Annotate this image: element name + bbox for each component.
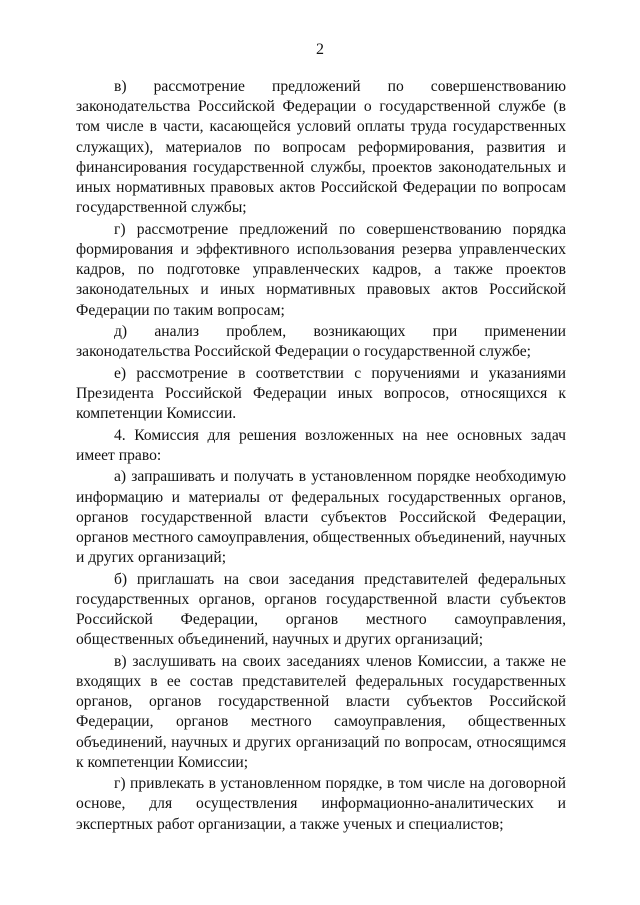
paragraph-g-engage-organizations: г) привлекать в установленном порядке, в том числе на договорной основе, для осуществления информационно-аналитических и экспертных работ организации, а также ученых и специалистов; [76,775,566,833]
paragraph-v-hear-members: в) заслушивать на своих заседаниях членов Комиссии, а также не входящих в ее состав представителей федеральных государственных органов, органов государственной власти субъектов Российской Федерации, органов местного самоуправления, общественных объединений, научных и других организаций по вопросам, относящимся к компетенции Комиссии; [76,652,566,771]
paragraph-d-analysis: д) анализ проблем, возникающих при применении законодательства Российской Федерации о государственной службе; [76,323,566,361]
paragraph-g-review-reserve: г) рассмотрение предложений по совершенствованию порядка формирования и эффективного использования резерва управленческих кадров, по подготовке управленческих кадров, а также проектов законодательных и иных нормативных правовых актов Российской Федерации по таким вопросам; [76,220,566,319]
paragraph-a-request-information: а) запрашивать и получать в установленном порядке необходимую информацию и материалы от федеральных государственных органов, органов государственной власти субъектов Российской Федерации, органов местного самоуправления, общественных объединений, научных и других организаций; [76,468,566,567]
paragraph-4-commission-rights: 4. Комиссия для решения возложенных на нее основных задач имеет право: [76,426,566,464]
paragraph-e-other-questions: е) рассмотрение в соответствии с поручениями и указаниями Президента Российской Федерации иных вопросов, относящихся к компетенции Комиссии. [76,364,566,423]
document-body [76,77,566,836]
paragraph-v-review-legislation: в) рассмотрение предложений по совершенствованию законодательства Российской Федерации о государственной службе (в том числе в части, касающейся условий оплаты труда государственных служащих), материалов по вопросам реформирования, развития и финансирования государственной службы, проектов законодательных и иных нормативных правовых актов Российской Федерации по вопросам государственной службы; [76,78,566,217]
paragraph-b-invite-representatives: б) приглашать на свои заседания представителей федеральных государственных органов, органов государственной власти субъектов Российской Федерации, органов местного самоуправления, общественных объединений, научных и других организаций; [76,570,566,649]
page-number: 2 [316,41,324,58]
